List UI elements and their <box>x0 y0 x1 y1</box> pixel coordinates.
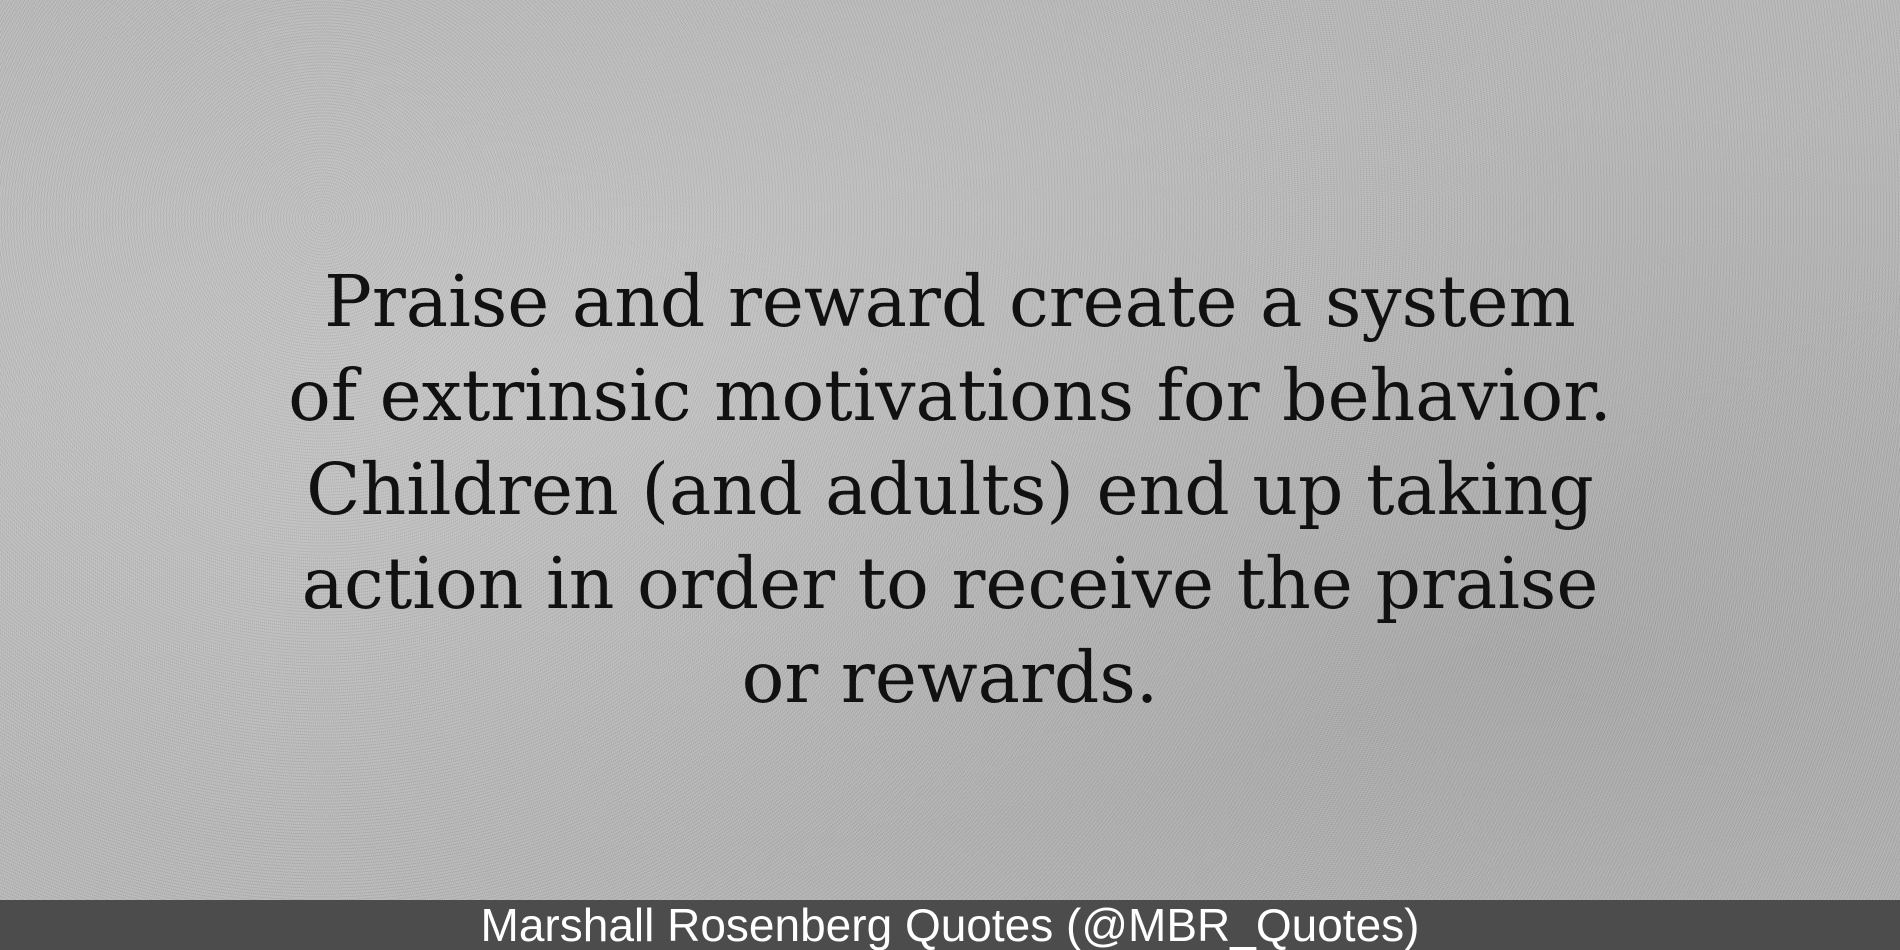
quote-line-1: Praise and reward create a system <box>324 260 1576 343</box>
quote-line-2: of extrinsic motivations for behavior. <box>288 354 1612 437</box>
footer-bar <box>0 900 1900 950</box>
quote-line-5: or rewards. <box>741 636 1159 719</box>
quote-line-3: Children (and adults) end up taking <box>306 448 1594 531</box>
quote-container <box>150 255 1750 725</box>
attribution-text: Marshall Rosenberg Quotes (@MBR_Quotes) <box>480 899 1420 950</box>
quote-text <box>150 255 1750 725</box>
quote-line-4: action in order to receive the praise <box>301 542 1599 625</box>
